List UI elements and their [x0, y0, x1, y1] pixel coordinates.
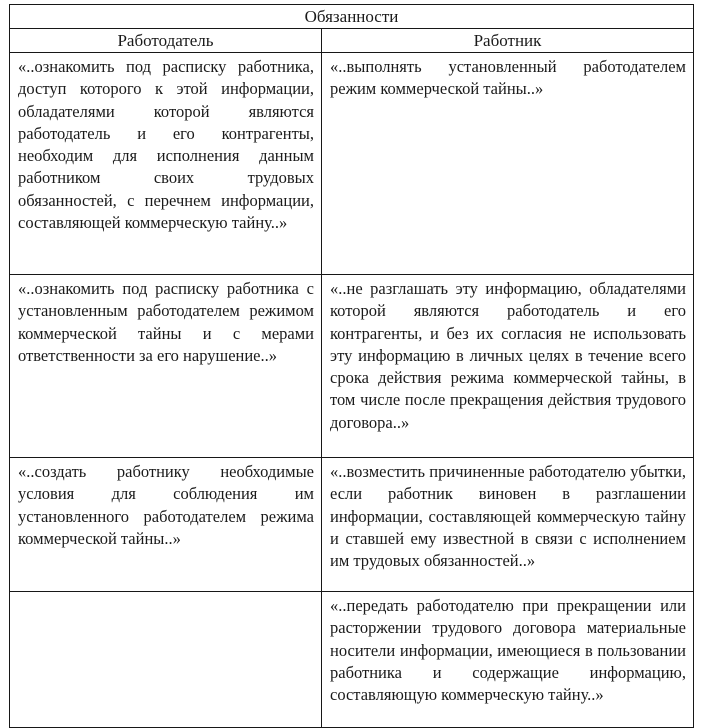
- page-title: Обязанности: [304, 7, 399, 26]
- cell-employee-1: [322, 53, 694, 275]
- cell-employer-1: [10, 53, 322, 275]
- obligations-table: [9, 4, 694, 728]
- cell-text: «..передать работодателю при прекращении или расторжении трудового договора материальные носители информации, имеющиеся в пользовании работника и содержащие информацию, составляющую коммерческую тайну..»: [330, 596, 686, 705]
- column-header-employer: [10, 29, 322, 53]
- cell-employee-2: [322, 275, 694, 458]
- cell-employer-2: [10, 275, 322, 458]
- table-header-row: [10, 29, 694, 53]
- cell-text: «..не разглашать эту информацию, обладателями которой являются работодатель и его контрагенты, и без их согласия не использовать эту информацию в личных целях в течение всего срока действия режима коммерческой тайны, в том числе после прекращения действия трудового договора..»: [330, 279, 686, 432]
- cell-text: «..ознакомить под расписку работника с установленным работодателем режимом коммерческой тайны и с мерами ответственности за его нарушение..»: [18, 279, 314, 365]
- cell-employer-3: [10, 458, 322, 592]
- column-header-employer-label: Работодатель: [117, 31, 214, 50]
- cell-employee-3: [322, 458, 694, 592]
- table-row: [10, 458, 694, 592]
- cell-text: «..ознакомить под расписку работника, доступ которого к этой информации, обладателями которой являются работодатель и его контрагенты, необходим для исполнения данным работником своих трудовых обязанностей, с перечнем информации, составляющей коммерческую тайну..»: [18, 57, 314, 233]
- table-row: [10, 53, 694, 275]
- cell-text: «..выполнять установленный работодателем режим коммерческой тайны..»: [330, 57, 686, 99]
- cell-employee-4: [322, 592, 694, 728]
- cell-text: «..возместить причиненные работодателю убытки, если работник виновен в разглашении информации, составляющей коммерческую тайну и ставшей ему известной в связи с исполнением им трудовых обязанностей..»: [330, 462, 686, 571]
- table-title-row: [10, 5, 694, 29]
- table-title-cell: [10, 5, 694, 29]
- cell-text: «..создать работнику необходимые условия для соблюдения им установленного работодателем режима коммерческой тайны..»: [18, 462, 314, 548]
- table-row: [10, 592, 694, 728]
- cell-employer-4: [10, 592, 322, 728]
- column-header-employee: [322, 29, 694, 53]
- column-header-employee-label: Работник: [473, 31, 542, 50]
- table-row: [10, 275, 694, 458]
